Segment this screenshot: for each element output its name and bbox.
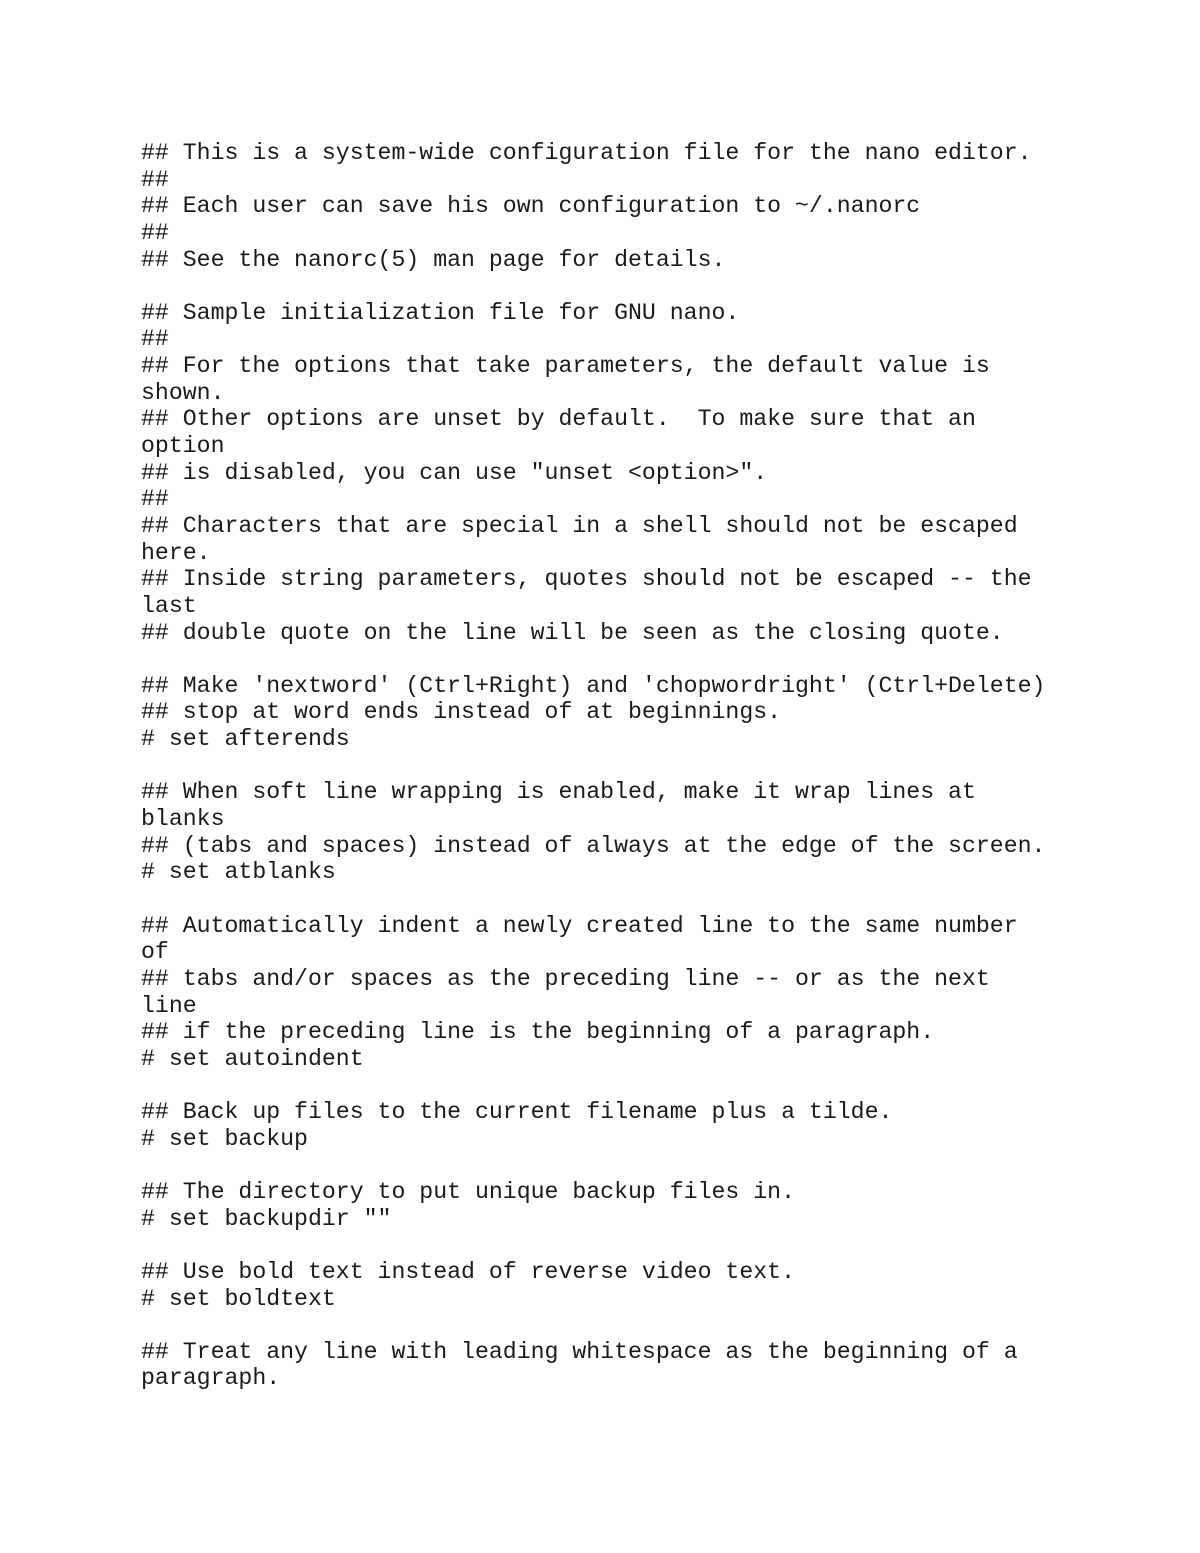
text-line: ## Back up files to the current filename plus a tilde. xyxy=(141,1099,893,1126)
blank-line xyxy=(141,886,1141,913)
text-line: ## Each user can save his own configuration to ~/.nanorc xyxy=(141,193,921,220)
text-line: ## Automatically indent a newly created line to the same number xyxy=(141,912,1018,939)
text-line: ## Other options are unset by default. To make sure that an xyxy=(141,406,976,433)
setting-line: # set autoindent xyxy=(141,1045,364,1072)
text-line: ## is disabled, you can use "unset <option>". xyxy=(141,459,768,486)
text-line: ## xyxy=(141,219,169,246)
text-line: paragraph. xyxy=(141,1365,281,1392)
text-line: ## Inside string parameters, quotes should not be escaped -- the xyxy=(141,566,1032,593)
text-line: option xyxy=(141,433,225,460)
text-line: here. xyxy=(141,539,211,566)
blank-line xyxy=(141,646,1141,673)
text-line: ## if the preceding line is the beginning of a paragraph. xyxy=(141,1019,935,1046)
text-line: ## See the nanorc(5) man page for details. xyxy=(141,246,726,273)
text-line: ## xyxy=(141,166,169,193)
blank-line xyxy=(141,1312,1141,1339)
blank-line xyxy=(141,1232,1141,1259)
blank-line xyxy=(141,1072,1141,1099)
setting-line: # set atblanks xyxy=(141,859,336,886)
text-line: shown. xyxy=(141,379,225,406)
blank-line xyxy=(141,753,1141,780)
text-line: ## The directory to put unique backup files in. xyxy=(141,1178,795,1205)
text-line: ## (tabs and spaces) instead of always at the edge of the screen. xyxy=(141,832,1046,859)
text-line: ## Use bold text instead of reverse video text. xyxy=(141,1258,795,1285)
text-line: ## xyxy=(141,326,169,353)
text-line: ## Characters that are special in a shell should not be escaped xyxy=(141,512,1018,539)
blank-line xyxy=(141,273,1141,300)
setting-line: # set backupdir "" xyxy=(141,1205,392,1232)
text-line: ## This is a system-wide configuration file for the nano editor. xyxy=(141,140,1032,166)
blank-line xyxy=(141,1152,1141,1179)
setting-line: # set afterends xyxy=(141,726,350,753)
document-page xyxy=(141,140,1141,1392)
text-line: last xyxy=(141,592,197,619)
text-line: of xyxy=(141,939,169,966)
text-line: ## Treat any line with leading whitespace as the beginning of a xyxy=(141,1338,1018,1365)
text-line: ## When soft line wrapping is enabled, make it wrap lines at xyxy=(141,779,976,806)
text-line: ## stop at word ends instead of at beginnings. xyxy=(141,699,782,726)
setting-line: # set backup xyxy=(141,1125,308,1152)
text-line: blanks xyxy=(141,806,225,833)
text-line: ## xyxy=(141,486,169,513)
text-line: ## Sample initialization file for GNU nano. xyxy=(141,299,740,326)
text-line: ## Make 'nextword' (Ctrl+Right) and 'chopwordright' (Ctrl+Delete) xyxy=(141,672,1046,699)
setting-line: # set boldtext xyxy=(141,1285,336,1312)
text-line: ## tabs and/or spaces as the preceding line -- or as the next xyxy=(141,965,990,992)
text-line: ## For the options that take parameters, the default value is xyxy=(141,353,990,380)
text-line: line xyxy=(141,992,197,1019)
text-line: ## double quote on the line will be seen as the closing quote. xyxy=(141,619,1004,646)
